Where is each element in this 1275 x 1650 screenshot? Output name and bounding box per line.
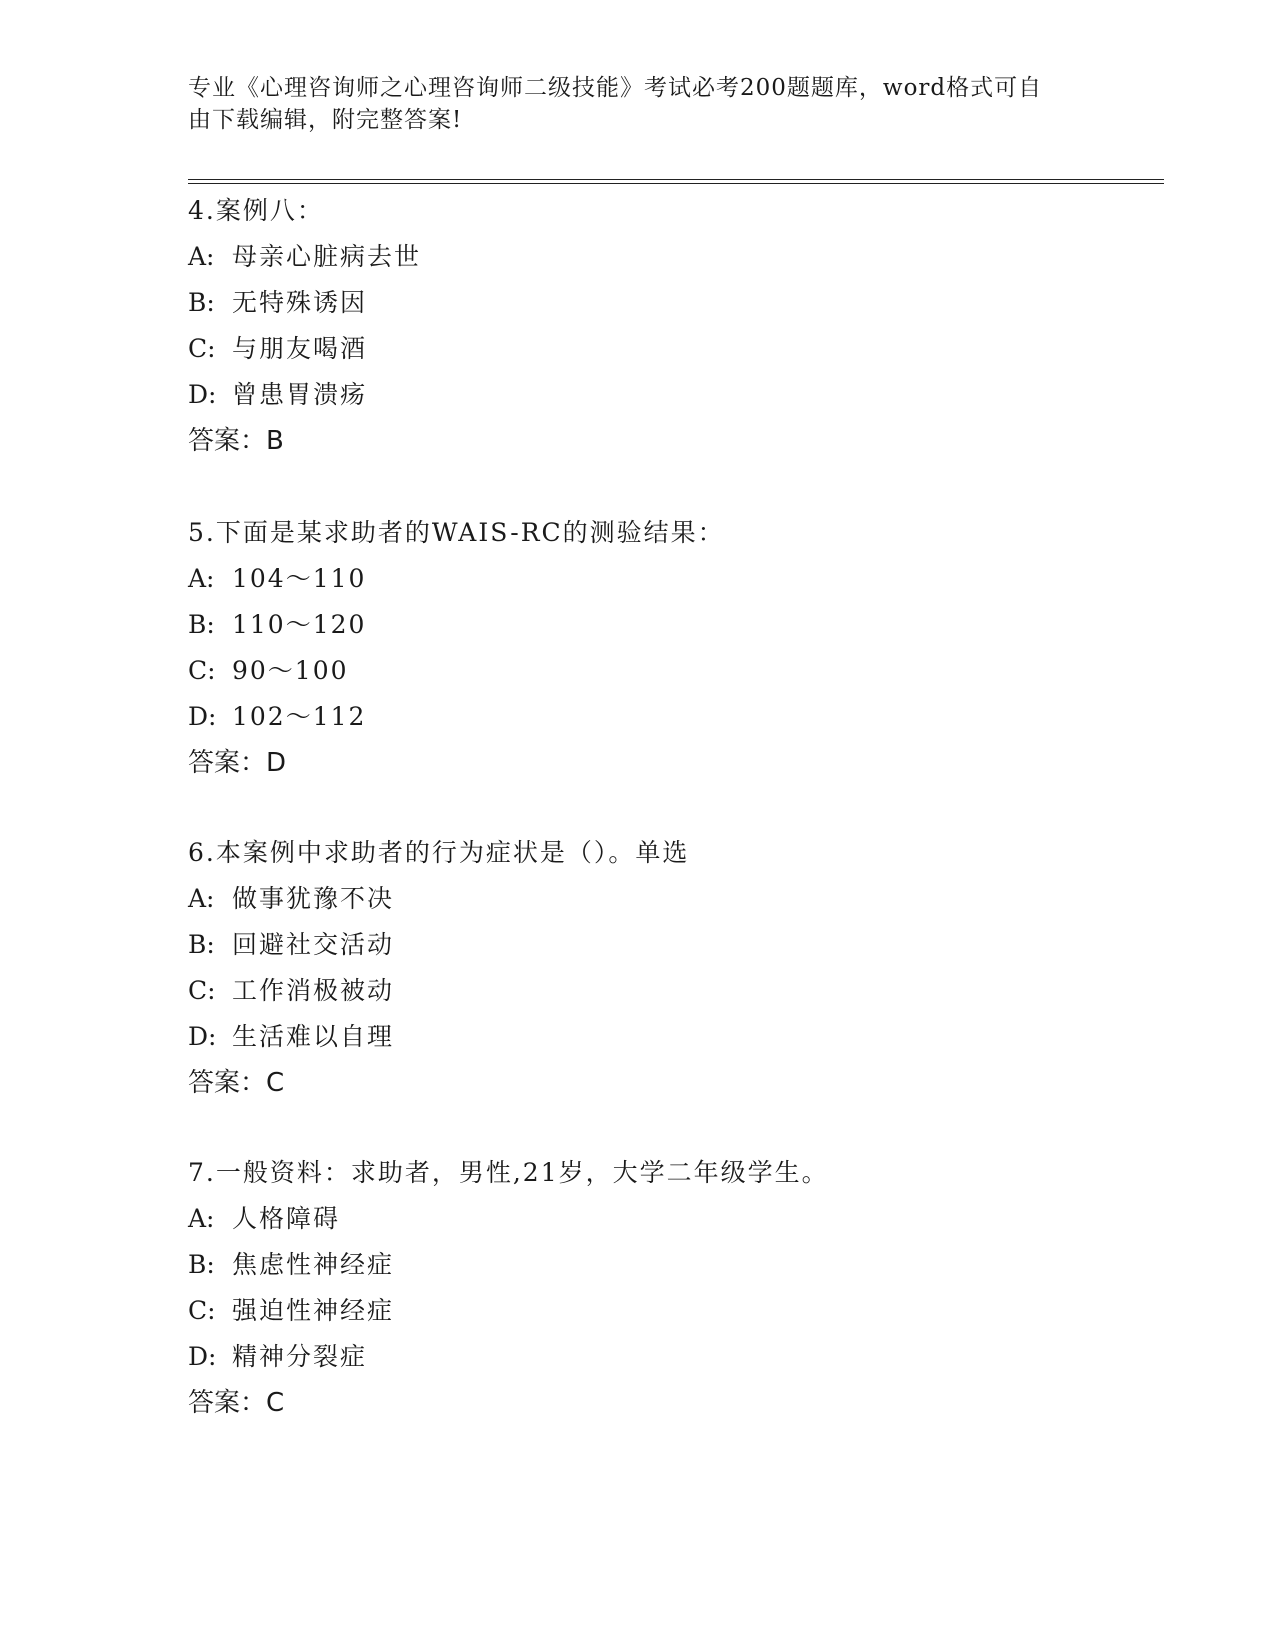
header-line-2: 由下载编辑，附完整答案! <box>188 107 463 133</box>
option-text: 母亲心脏病去世 <box>232 242 422 271</box>
option-c <box>188 968 1148 1014</box>
question-title: 6.本案例中求助者的行为症状是（）。单选 <box>188 838 690 867</box>
option-text: 与朋友喝酒 <box>232 334 368 363</box>
header-divider-bottom <box>188 183 1164 184</box>
question-title: 4.案例八： <box>188 196 324 225</box>
option-text: 回避社交活动 <box>232 930 395 959</box>
option-text: 曾患胃溃疡 <box>232 380 368 409</box>
option-text: 104～110 <box>232 564 367 593</box>
option-label: B: <box>188 1250 215 1279</box>
answer-line: 答案：D <box>188 748 287 778</box>
answer-line: 答案：C <box>188 1388 285 1418</box>
option-d <box>188 694 1148 740</box>
option-c <box>188 1288 1148 1334</box>
option-b <box>188 922 1148 968</box>
question-title: 5.下面是某求助者的WAIS-RC的测验结果： <box>188 518 725 547</box>
option-d <box>188 1334 1148 1380</box>
document-header <box>188 72 1068 136</box>
answer-line: 答案：B <box>188 426 284 456</box>
option-label: C: <box>188 976 216 1005</box>
option-a <box>188 556 1148 602</box>
option-label: C: <box>188 334 216 363</box>
option-text: 工作消极被动 <box>232 976 395 1005</box>
option-d <box>188 1014 1148 1060</box>
answer-line: 答案：C <box>188 1068 285 1098</box>
option-label: C: <box>188 656 216 685</box>
option-text: 110～120 <box>232 610 367 639</box>
option-label: D: <box>188 702 217 731</box>
question-7 <box>188 1150 1148 1426</box>
option-a <box>188 876 1148 922</box>
option-label: D: <box>188 1342 217 1371</box>
option-label: A: <box>188 564 215 593</box>
option-text: 102～112 <box>232 702 367 731</box>
option-text: 人格障碍 <box>232 1204 341 1233</box>
option-label: A: <box>188 884 215 913</box>
option-c <box>188 648 1148 694</box>
option-b <box>188 1242 1148 1288</box>
option-text: 90～100 <box>232 656 349 685</box>
option-b <box>188 602 1148 648</box>
option-text: 精神分裂症 <box>232 1342 368 1371</box>
option-text: 生活难以自理 <box>232 1022 395 1051</box>
option-label: B: <box>188 610 215 639</box>
option-label: D: <box>188 1022 217 1051</box>
question-4 <box>188 188 1148 464</box>
option-text: 强迫性神经症 <box>232 1296 395 1325</box>
option-c <box>188 326 1148 372</box>
option-label: C: <box>188 1296 216 1325</box>
option-label: A: <box>188 1204 215 1233</box>
question-6 <box>188 830 1148 1106</box>
option-a <box>188 1196 1148 1242</box>
option-label: A: <box>188 242 215 271</box>
option-d <box>188 372 1148 418</box>
option-label: D: <box>188 380 217 409</box>
option-text: 无特殊诱因 <box>232 288 368 317</box>
option-text: 焦虑性神经症 <box>232 1250 395 1279</box>
option-label: B: <box>188 930 215 959</box>
option-label: B: <box>188 288 215 317</box>
option-b <box>188 280 1148 326</box>
question-5 <box>188 510 1148 786</box>
header-divider-top <box>188 179 1164 180</box>
question-title: 7.一般资料：求助者，男性,21岁，大学二年级学生。 <box>188 1158 829 1187</box>
header-line-1: 专业《心理咨询师之心理咨询师二级技能》考试必考200题题库，word格式可自 <box>188 75 1043 101</box>
option-text: 做事犹豫不决 <box>232 884 395 913</box>
option-a <box>188 234 1148 280</box>
